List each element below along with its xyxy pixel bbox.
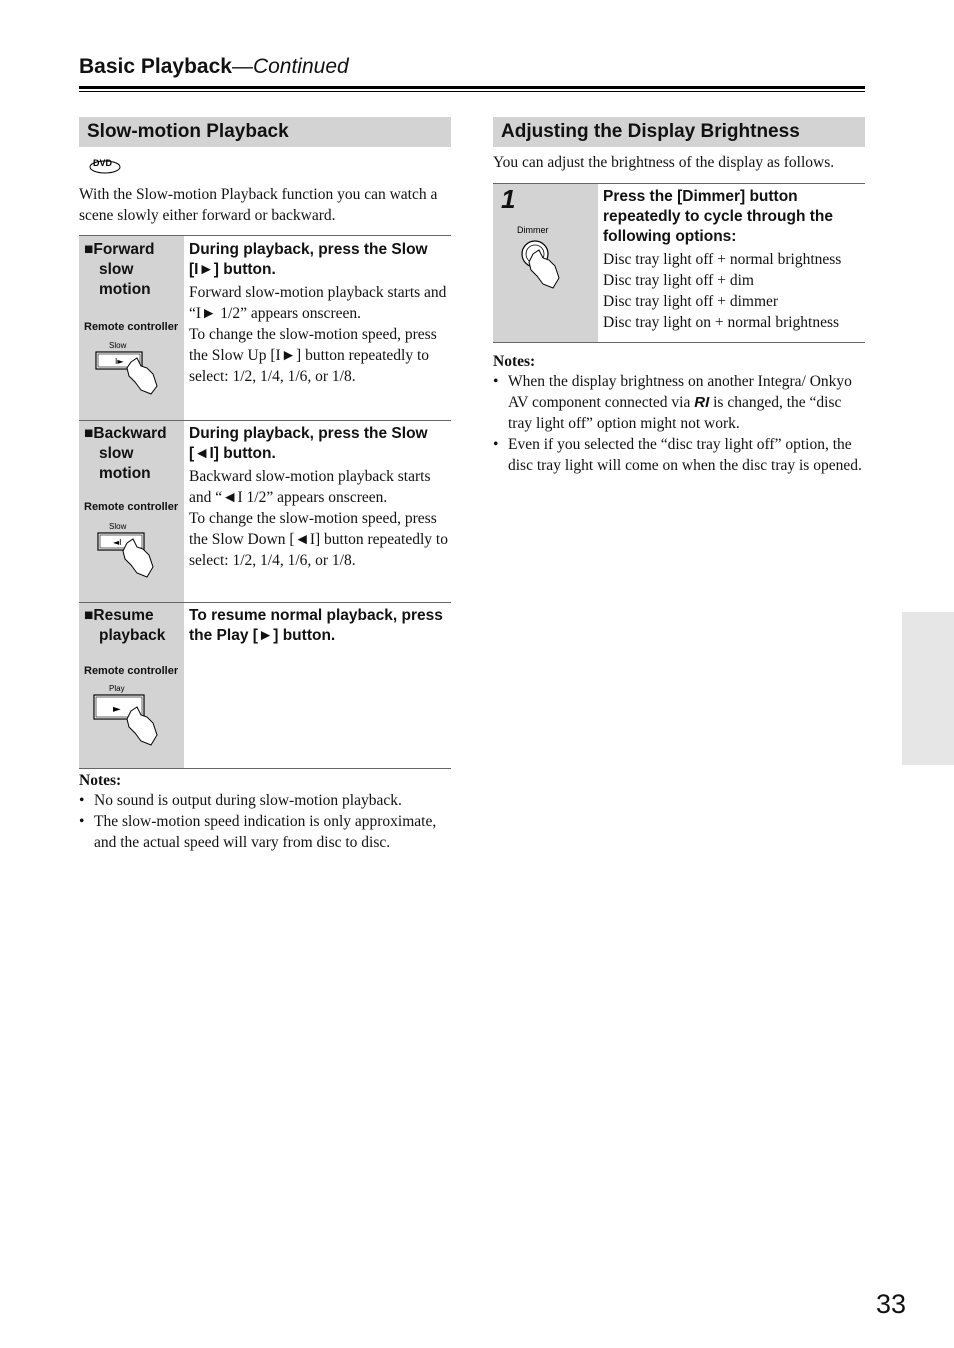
option-item: Disc tray light off + dim: [603, 272, 754, 289]
step-label-cell: [79, 603, 184, 769]
side-tab-marker: [902, 612, 954, 765]
dimmer-button-icon: [515, 224, 585, 301]
step-label-cell: [79, 421, 184, 603]
slow-motion-notes: [79, 772, 453, 853]
page-title-continued: —Continued: [231, 55, 349, 78]
step-row-resume: [79, 603, 451, 769]
caption-line: slow: [99, 445, 134, 462]
button-label-text: Play: [109, 684, 125, 693]
caption-line: Forward: [93, 241, 155, 258]
step-content-cell: [184, 421, 451, 603]
step-content-cell: [184, 603, 451, 769]
header-rule-thin: [79, 91, 865, 92]
button-label-text: Dimmer: [517, 225, 549, 235]
ri-logo: RI: [694, 394, 710, 411]
button-glyph-text: ◄I: [113, 538, 122, 547]
step-body: Forward slow-motion playback starts and “I► 1/2” appears onscreen.: [189, 284, 447, 322]
step-label-cell: [493, 184, 598, 343]
brightness-step-table: [493, 183, 865, 343]
step-instruction: Press the [Dimmer] button repeatedly to cycle through the following options:: [603, 188, 833, 245]
step-number: 1: [501, 184, 516, 214]
caption-line: slow: [99, 261, 134, 278]
play-button-icon: [91, 683, 167, 754]
caption-line: playback: [99, 627, 166, 644]
notes-heading: Notes:: [79, 772, 122, 789]
step-caption: [84, 240, 155, 300]
square-bullet-icon: ■: [84, 241, 94, 258]
square-bullet-icon: ■: [84, 607, 94, 624]
button-glyph-text: ►: [113, 704, 121, 715]
dvd-badge-icon: [89, 153, 123, 177]
slow-motion-heading: Slow-motion Playback: [79, 117, 451, 147]
step-content-cell: [184, 236, 451, 421]
caption-line: motion: [99, 465, 151, 482]
slow-motion-steps-table: [79, 235, 451, 769]
note-item: • Even if you selected the “disc tray light off” option, the disc tray light will come on when the disc tray is opened.: [493, 434, 865, 476]
note-item: [493, 371, 865, 434]
option-item: Disc tray light off + dimmer: [603, 293, 779, 310]
button-glyph-text: I►: [115, 357, 124, 366]
note-item: • The slow-motion speed indication is only approximate, and the actual speed will vary from disc to disc.: [79, 811, 453, 853]
brightness-intro: You can adjust the brightness of the display as follows.: [493, 154, 835, 171]
step-body: To change the slow-motion speed, press the Slow Down [◄I] button repeatedly to select: 1/2, 1/4, 1/6, or 1/8.: [189, 510, 448, 569]
button-label-text: Slow: [109, 522, 127, 531]
page-number: 33: [876, 1289, 907, 1319]
step-row-backward: [79, 421, 451, 603]
step-instruction: During playback, press the Slow [I►] button.: [189, 241, 428, 278]
step-row-forward: [79, 236, 451, 421]
notes-heading: Notes:: [493, 353, 536, 370]
button-label-text: Slow: [109, 341, 127, 350]
option-item: Disc tray light off + normal brightness: [603, 251, 842, 268]
remote-controller-label: Remote controller: [84, 665, 179, 677]
dvd-badge-text: DVD: [93, 158, 113, 168]
page-title: Basic Playback: [79, 55, 232, 78]
remote-controller-label: Remote controller: [84, 321, 179, 333]
brightness-heading: Adjusting the Display Brightness: [493, 117, 865, 147]
step-instruction: During playback, press the Slow [◄I] button.: [189, 425, 428, 462]
note-text: When the display brightness on another Integra/ Onkyo AV component connected via: [508, 373, 852, 411]
slow-up-button-icon: [93, 340, 163, 403]
slow-down-button-icon: [95, 521, 165, 586]
step-body: Backward slow-motion playback starts and “◄I 1/2” appears onscreen.: [189, 468, 431, 506]
step-instruction: To resume normal playback, press the Play [►] button.: [189, 607, 443, 644]
remote-controller-label: Remote controller: [84, 501, 179, 513]
note-item: • No sound is output during slow-motion playback.: [79, 790, 453, 811]
step-label-cell: [79, 236, 184, 421]
step-content-cell: [598, 184, 865, 343]
brightness-notes: [493, 353, 865, 476]
step-caption: [84, 424, 167, 484]
note-text: is changed, the “disc tray light off” option might not work.: [508, 394, 842, 432]
caption-line: motion: [99, 281, 151, 298]
caption-line: Backward: [93, 425, 167, 442]
caption-line: Resume: [93, 607, 154, 624]
step-caption: [84, 606, 165, 646]
step-body: To change the slow-motion speed, press the Slow Up [I►] button repeatedly to select: 1/2, 1/4, 1/6, or 1/8.: [189, 326, 437, 385]
option-item: Disc tray light on + normal brightness: [603, 314, 840, 331]
slow-motion-intro: With the Slow-motion Playback function you can watch a scene slowly either forward or backward.: [79, 186, 438, 224]
header-rule-thick: [79, 86, 865, 89]
brightness-step-row: [493, 184, 865, 343]
square-bullet-icon: ■: [84, 425, 94, 442]
